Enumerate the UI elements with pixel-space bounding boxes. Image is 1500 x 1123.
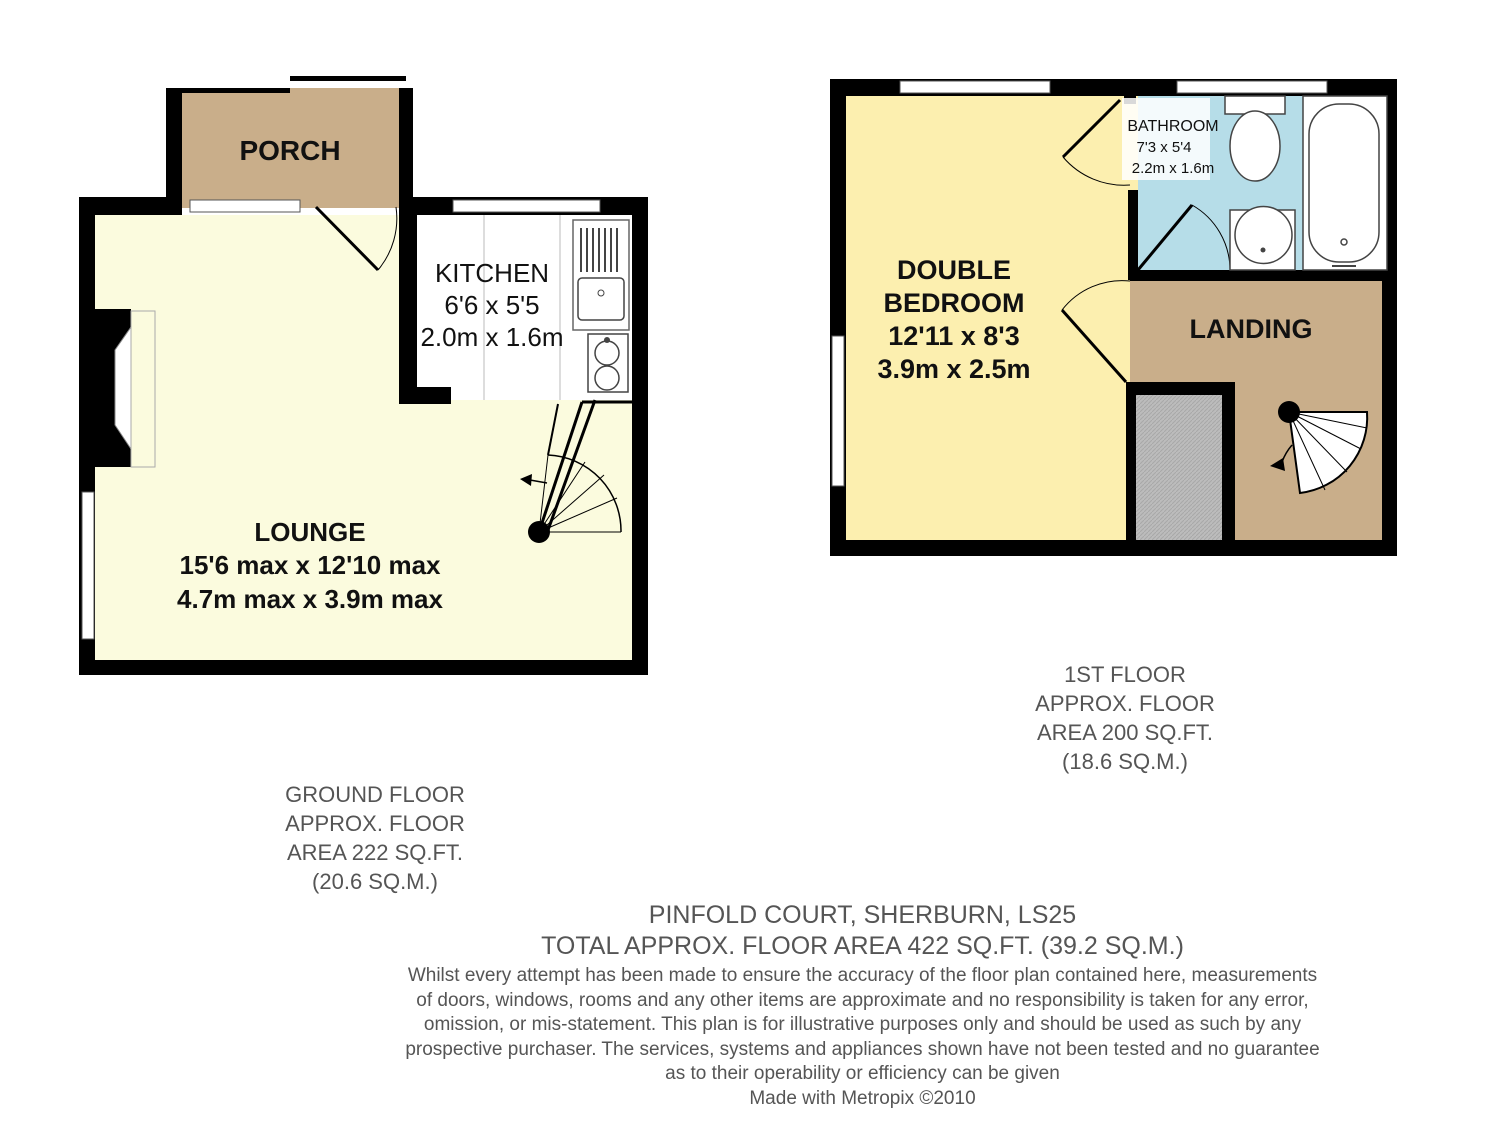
- sink-drainer: [581, 228, 617, 272]
- bedroom-imperial: 12'11 x 8'3: [888, 321, 1020, 351]
- window: [82, 492, 94, 639]
- bedroom-label-line2: BEDROOM: [883, 288, 1025, 318]
- bedroom-label-line1: DOUBLE: [897, 255, 1011, 285]
- metropix-credit: Made with Metropix ©2010: [749, 1087, 976, 1109]
- ground-floor-area-line: APPROX. FLOOR: [285, 811, 465, 836]
- disclaimer-line: omission, or mis-statement. This plan is for illustrative purposes only and should be used as such by any: [423, 1014, 1302, 1035]
- total-floor-area: TOTAL APPROX. FLOOR AREA 422 SQ.FT. (39.2 SQ.M.): [541, 932, 1184, 960]
- kitchen-label: KITCHEN: [434, 258, 550, 288]
- ground-floor-area-sqft: AREA 222 SQ.FT.: [286, 840, 464, 865]
- bathroom-metric: 2.2m x 1.6m: [1131, 160, 1215, 177]
- hearth: [131, 311, 155, 467]
- bathroom-imperial: 7'3 x 5'4: [1136, 139, 1192, 156]
- landing-label: LANDING: [1189, 314, 1313, 344]
- disclaimer: [300, 964, 1425, 1087]
- first-floor-area-sqm: (18.6 SQ.M.): [1062, 749, 1188, 774]
- porch-label: PORCH: [239, 135, 341, 166]
- window: [453, 200, 600, 212]
- stair-newel: [528, 521, 550, 543]
- bedroom-metric: 3.9m x 2.5m: [877, 354, 1031, 384]
- basin: [1235, 206, 1292, 263]
- first-floor-title: 1ST FLOOR: [1064, 662, 1186, 687]
- toilet-bowl: [1230, 111, 1280, 181]
- kitchen-imperial: 6'6 x 5'5: [444, 290, 540, 320]
- window: [1177, 81, 1327, 93]
- first-floor-plan: [830, 79, 1397, 556]
- kitchen-metric: 2.0m x 1.6m: [420, 322, 564, 352]
- disclaimer-line: as to their operability or efficiency can be given: [665, 1063, 1060, 1084]
- disclaimer-line: prospective purchaser. The services, systems and appliances shown have not been tested and no guarantee: [405, 1038, 1320, 1060]
- disclaimer-line: of doors, windows, rooms and any other items are approximate and no responsibility is taken for any error,: [416, 989, 1309, 1011]
- disclaimer-line: Whilst every attempt has been made to ensure the accuracy of the floor plan contained here, measurements: [407, 965, 1318, 986]
- window: [900, 81, 1050, 93]
- first-floor-area-sqft: AREA 200 SQ.FT.: [1036, 720, 1214, 745]
- bathroom-label: BATHROOM: [1127, 118, 1219, 135]
- sink-bowl: [578, 278, 624, 320]
- lounge-metric: 4.7m max x 3.9m max: [177, 584, 443, 614]
- first-floor-area: [975, 660, 1275, 776]
- stair-newel: [1278, 401, 1300, 423]
- ground-floor-title: GROUND FLOOR: [285, 782, 465, 807]
- lounge-imperial: 15'6 max x 12'10 max: [179, 550, 441, 580]
- first-floor-area-line: APPROX. FLOOR: [1035, 691, 1215, 716]
- lounge-label: LOUNGE: [254, 517, 366, 547]
- ground-floor-plan: [79, 76, 648, 675]
- ground-floor-area: [225, 780, 525, 896]
- plan-footer: [300, 900, 1425, 1111]
- window: [190, 200, 300, 212]
- ground-floor-area-sqm: (20.6 SQ.M.): [312, 869, 438, 894]
- bedroom-floor: [846, 96, 1130, 540]
- property-address: PINFOLD COURT, SHERBURN, LS25: [648, 901, 1077, 929]
- cupboard-floor: [1130, 395, 1222, 540]
- window: [832, 336, 844, 486]
